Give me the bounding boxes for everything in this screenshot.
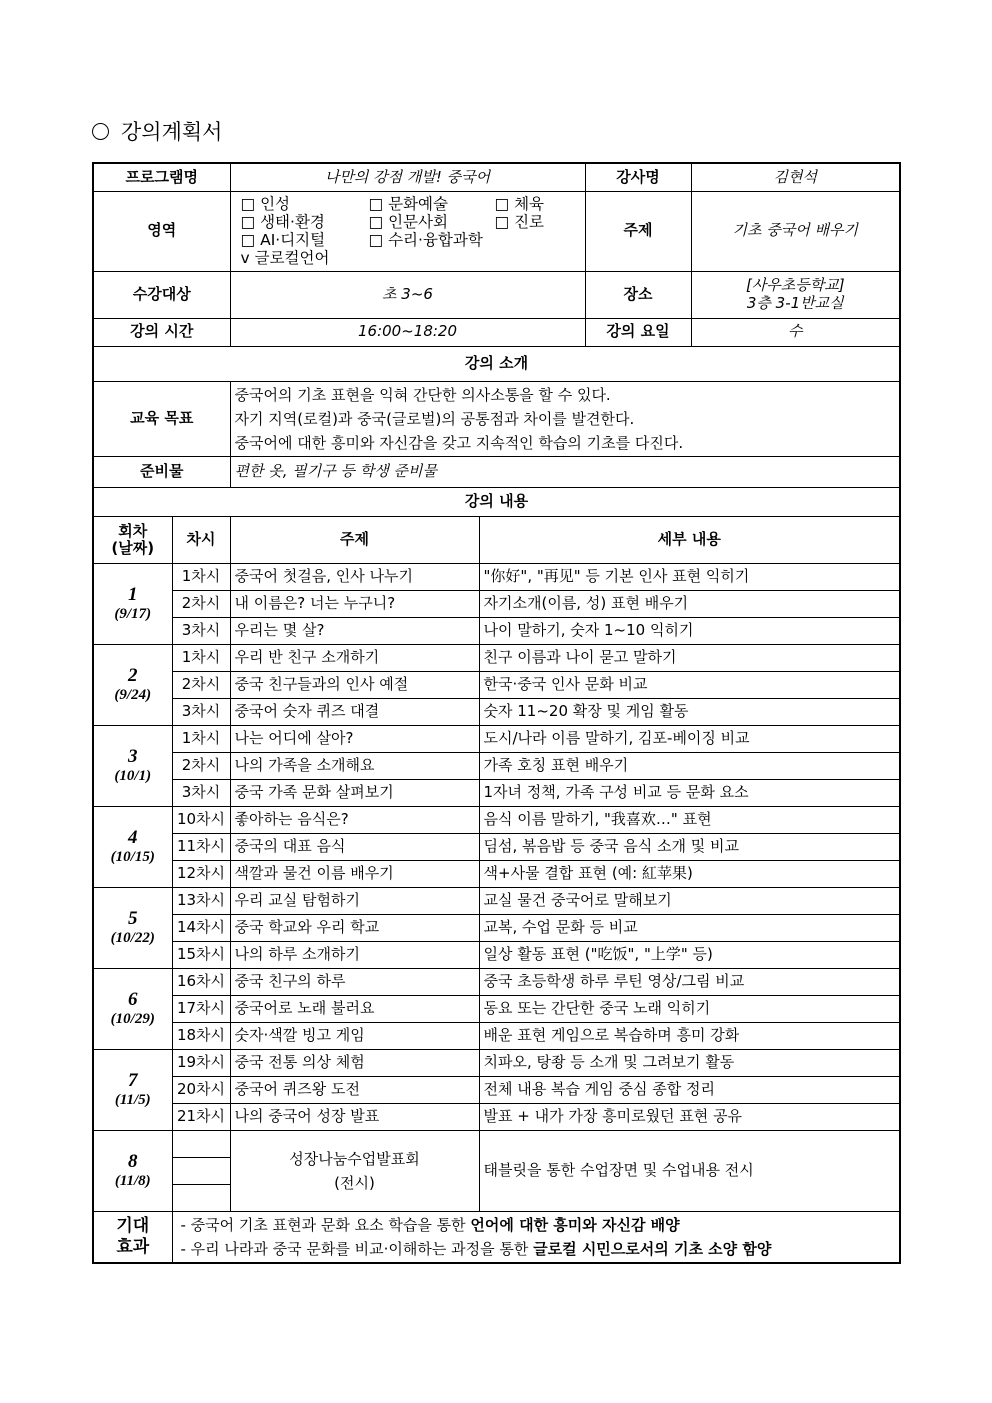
- effect-item: [181, 1213, 896, 1237]
- period-cell-empty: [172, 1130, 230, 1157]
- target-row: [93, 271, 900, 318]
- effect-text: - 우리 나라과 중국 문화를 비교·이해하는 과정을 통한: [180, 1239, 534, 1258]
- area-option-character: □ 인성: [240, 195, 291, 213]
- detail-cell: 교실 물건 중국어로 말해보기: [479, 887, 900, 914]
- instructor-label: 강사명: [585, 163, 691, 191]
- detail-cell: 딤섬, 볶음밥 등 중국 음식 소개 및 비교: [479, 833, 900, 860]
- goal-row: [93, 381, 900, 456]
- detail-cell: 전체 내용 복습 게임 중심 종합 정리: [479, 1076, 900, 1103]
- period-cell: 3차시: [172, 617, 230, 644]
- effect-text: - 중국어 기초 표현과 문화 요소 학습을 통한: [180, 1215, 471, 1234]
- effect-emphasis: 언어에 대한 흥미와 자신감 배양: [470, 1215, 680, 1234]
- effects-label-line1: 기대: [116, 1215, 150, 1236]
- session-date: (9/17): [114, 605, 152, 622]
- goal-item: 자기 지역(로컬)과 중국(글로벌)의 공통점과 차이를 발견한다.: [234, 409, 635, 428]
- period-cell: 20차시: [172, 1076, 230, 1103]
- table-row: [93, 752, 900, 779]
- program-value: 나만의 강점 개발! 중국어: [230, 163, 585, 191]
- time-label: 강의 시간: [93, 318, 230, 346]
- session-column-header: [93, 516, 172, 563]
- topic-cell: 색깔과 물건 이름 배우기: [230, 860, 479, 887]
- period-cell: 2차시: [172, 752, 230, 779]
- detail-cell: "你好", "再见" 등 기본 인사 표현 익히기: [479, 563, 900, 590]
- session-date: (10/1): [114, 767, 152, 784]
- period-cell: 16차시: [172, 968, 230, 995]
- table-row: [93, 995, 900, 1022]
- effects-label-line2: 효과: [116, 1236, 150, 1257]
- effects-label: [93, 1211, 172, 1263]
- topic-cell: 중국어로 노래 불러요: [230, 995, 479, 1022]
- session-number: 4: [128, 826, 138, 848]
- content-header-row: [93, 516, 900, 563]
- time-row: [93, 318, 900, 346]
- topic-cell: 중국 학교와 우리 학교: [230, 914, 479, 941]
- final-topic-line1: 성장나눔수업발표회: [289, 1149, 420, 1168]
- detail-cell: 발표 + 내가 가장 흥미로웠던 표현 공유: [479, 1103, 900, 1130]
- session-cell: [93, 806, 172, 887]
- session-number: 3: [128, 745, 138, 767]
- period-cell-empty: [172, 1184, 230, 1211]
- area-options: [230, 191, 585, 271]
- detail-cell: 일상 활동 표현 ("吃饭", "上学" 등): [479, 941, 900, 968]
- goal-item: 중국어의 기초 표현을 익혀 간단한 의사소통을 할 수 있다.: [234, 385, 611, 404]
- place-value: [691, 271, 900, 318]
- period-cell: 1차시: [172, 725, 230, 752]
- period-cell: 14차시: [172, 914, 230, 941]
- circle-bullet-icon: [92, 123, 109, 140]
- target-value: 초 3~6: [230, 271, 585, 318]
- table-row: [93, 617, 900, 644]
- table-row: [93, 1130, 900, 1157]
- intro-section-title: 강의 소개: [93, 346, 900, 381]
- topic-cell: 우리 반 친구 소개하기: [230, 644, 479, 671]
- detail-cell: 나이 말하기, 숫자 1~10 익히기: [479, 617, 900, 644]
- session-cell: [93, 968, 172, 1049]
- period-cell: 2차시: [172, 590, 230, 617]
- area-option-pe: □ 체육: [494, 195, 545, 213]
- period-cell: 2차시: [172, 671, 230, 698]
- detail-column-header: 세부 내용: [479, 516, 900, 563]
- session-date: (10/22): [110, 929, 155, 946]
- content-section-title: 강의 내용: [93, 487, 900, 516]
- area-label: 영역: [93, 191, 230, 271]
- time-value: 16:00~18:20: [230, 318, 585, 346]
- session-number: 6: [128, 988, 138, 1010]
- table-row: [93, 590, 900, 617]
- detail-cell: 교복, 수업 문화 등 비교: [479, 914, 900, 941]
- topic-cell: 나의 중국어 성장 발표: [230, 1103, 479, 1130]
- area-option-career: □ 진로: [494, 213, 545, 231]
- table-row: [93, 914, 900, 941]
- detail-cell: 친구 이름과 나이 묻고 말하기: [479, 644, 900, 671]
- area-option-math-science: □ 수리·융합과학: [368, 231, 483, 249]
- period-cell: 10차시: [172, 806, 230, 833]
- final-topic-cell: [230, 1130, 479, 1211]
- materials-row: [93, 456, 900, 487]
- table-row: [93, 644, 900, 671]
- area-option-glocal-language: ⅴ 글로컬언어: [240, 249, 330, 267]
- session-cell: [93, 725, 172, 806]
- period-cell: 19차시: [172, 1049, 230, 1076]
- topic-cell: 나의 가족을 소개해요: [230, 752, 479, 779]
- period-cell: 12차시: [172, 860, 230, 887]
- period-cell-empty: [172, 1157, 230, 1184]
- session-number: 1: [128, 583, 138, 605]
- detail-cell: 가족 호칭 표현 배우기: [479, 752, 900, 779]
- area-option-ecology: □ 생태·환경: [240, 213, 325, 231]
- topic-cell: 중국어 첫걸음, 인사 나누기: [230, 563, 479, 590]
- place-line2: 3층 3-1반교실: [746, 293, 844, 312]
- detail-cell: 음식 이름 말하기, "我喜欢…" 표현: [479, 806, 900, 833]
- topic-label: 주제: [585, 191, 691, 271]
- place-label: 장소: [585, 271, 691, 318]
- topic-column-header: 주제: [230, 516, 479, 563]
- place-line1: [사우초등학교]: [745, 276, 845, 295]
- session-cell: [93, 644, 172, 725]
- period-cell: 15차시: [172, 941, 230, 968]
- topic-cell: 숫자·색깔 빙고 게임: [230, 1022, 479, 1049]
- area-row: [93, 191, 900, 271]
- session-number: 5: [128, 907, 138, 929]
- table-row: [93, 1022, 900, 1049]
- day-value: 수: [691, 318, 900, 346]
- detail-cell: 1자녀 정책, 가족 구성 비교 등 문화 요소: [479, 779, 900, 806]
- detail-cell: 중국 초등학생 하루 루틴 영상/그림 비교: [479, 968, 900, 995]
- detail-cell: 자기소개(이름, 성) 표현 배우기: [479, 590, 900, 617]
- topic-cell: 중국 친구들과의 인사 예절: [230, 671, 479, 698]
- topic-cell: 중국의 대표 음식: [230, 833, 479, 860]
- detail-cell: 색+사물 결합 표현 (예: 紅苹果): [479, 860, 900, 887]
- target-label: 수강대상: [93, 271, 230, 318]
- table-row: [93, 698, 900, 725]
- goal-list: [230, 381, 900, 456]
- session-cell: [93, 1049, 172, 1130]
- detail-cell: 도시/나라 이름 말하기, 김포-베이징 비교: [479, 725, 900, 752]
- table-row: [93, 725, 900, 752]
- table-row: [93, 671, 900, 698]
- topic-cell: 중국 전통 의상 체험: [230, 1049, 479, 1076]
- session-cell: [93, 887, 172, 968]
- table-row: [93, 860, 900, 887]
- effect-item: [181, 1237, 896, 1261]
- day-label: 강의 요일: [585, 318, 691, 346]
- intro-section-row: [93, 346, 900, 381]
- effects-row: [93, 1211, 900, 1263]
- session-header-line1: 회차: [118, 522, 148, 540]
- lecture-plan-table: [92, 162, 901, 1264]
- detail-cell: 한국·중국 인사 문화 비교: [479, 671, 900, 698]
- topic-cell: 우리 교실 탐험하기: [230, 887, 479, 914]
- topic-cell: 우리는 몇 살?: [230, 617, 479, 644]
- period-cell: 3차시: [172, 698, 230, 725]
- materials-value: 편한 옷, 필기구 등 학생 준비물: [230, 456, 900, 487]
- topic-cell: 중국 가족 문화 살펴보기: [230, 779, 479, 806]
- period-cell: 13차시: [172, 887, 230, 914]
- table-row: [93, 563, 900, 590]
- final-detail-cell: 태블릿을 통한 수업장면 및 수업내용 전시: [479, 1130, 900, 1211]
- goal-label: 교육 목표: [93, 381, 230, 456]
- topic-cell: 좋아하는 음식은?: [230, 806, 479, 833]
- table-row: [93, 779, 900, 806]
- detail-cell: 치파오, 탕좡 등 소개 및 그려보기 활동: [479, 1049, 900, 1076]
- program-row: [93, 163, 900, 191]
- final-topic-line2: (전시): [334, 1173, 375, 1192]
- area-option-empty: [495, 231, 575, 249]
- session-header-line2: (날짜): [111, 538, 155, 557]
- session-number: 2: [128, 664, 138, 686]
- period-cell: 3차시: [172, 779, 230, 806]
- topic-cell: 중국어 퀴즈왕 도전: [230, 1076, 479, 1103]
- goal-item: 중국어에 대한 흥미와 자신감을 갖고 지속적인 학습의 기초를 다진다.: [234, 433, 684, 452]
- session-number: 8: [128, 1150, 138, 1172]
- instructor-value: 김현석: [691, 163, 900, 191]
- table-row: [93, 1049, 900, 1076]
- detail-cell: 동요 또는 간단한 중국 노래 익히기: [479, 995, 900, 1022]
- table-row: [93, 968, 900, 995]
- session-date: (10/29): [110, 1010, 155, 1027]
- session-date: (11/5): [114, 1091, 151, 1108]
- document-title: [92, 116, 222, 146]
- period-cell: 18차시: [172, 1022, 230, 1049]
- session-cell: [93, 563, 172, 644]
- session-date: (11/8): [114, 1172, 151, 1189]
- session-date: (10/15): [110, 848, 155, 865]
- period-cell: 1차시: [172, 644, 230, 671]
- topic-cell: 중국어 숫자 퀴즈 대결: [230, 698, 479, 725]
- area-option-ai-digital: □ AI·디지털: [240, 231, 326, 249]
- detail-cell: 배운 표현 게임으로 복습하며 흥미 강화: [479, 1022, 900, 1049]
- detail-cell: 숫자 11~20 확장 및 게임 활동: [479, 698, 900, 725]
- table-row: [93, 1076, 900, 1103]
- topic-cell: 내 이름은? 너는 누구니?: [230, 590, 479, 617]
- table-row: [93, 887, 900, 914]
- session-number: 7: [128, 1069, 138, 1091]
- area-option-humanities: □ 인문사회: [368, 213, 448, 231]
- session-date: (9/24): [114, 686, 152, 703]
- topic-cell: 나의 하루 소개하기: [230, 941, 479, 968]
- topic-cell: 중국 친구의 하루: [230, 968, 479, 995]
- materials-label: 준비물: [93, 456, 230, 487]
- session-cell: [93, 1130, 172, 1211]
- area-option-arts: □ 문화예술: [368, 195, 448, 213]
- period-cell: 11차시: [172, 833, 230, 860]
- topic-cell: 나는 어디에 살아?: [230, 725, 479, 752]
- table-row: [93, 833, 900, 860]
- period-cell: 1차시: [172, 563, 230, 590]
- content-section-row: [93, 487, 900, 516]
- effects-content: [172, 1211, 900, 1263]
- document-title-text: 강의계획서: [121, 120, 223, 144]
- table-row: [93, 806, 900, 833]
- table-row: [93, 941, 900, 968]
- program-label: 프로그램명: [93, 163, 230, 191]
- period-cell: 17차시: [172, 995, 230, 1022]
- table-row: [93, 1103, 900, 1130]
- period-cell: 21차시: [172, 1103, 230, 1130]
- topic-value: 기초 중국어 배우기: [691, 191, 900, 271]
- effect-emphasis: 글로컬 시민으로서의 기초 소양 함양: [533, 1239, 772, 1258]
- period-column-header: 차시: [172, 516, 230, 563]
